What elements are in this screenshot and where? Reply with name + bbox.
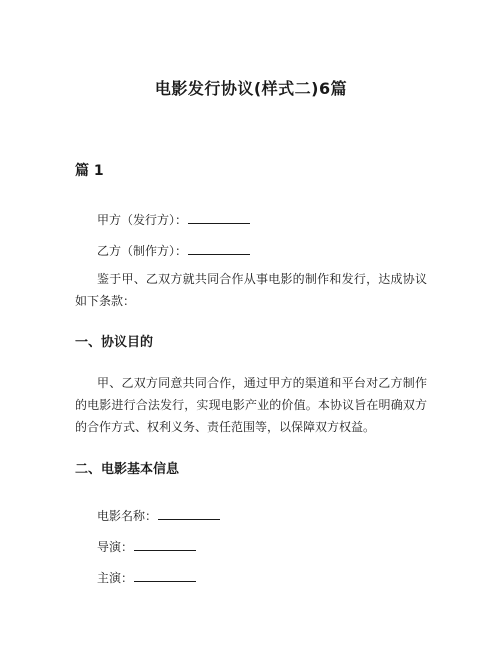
section1-paragraph: 甲、乙双方同意共同合作，通过甲方的渠道和平台对乙方制作的电影进行合法发行，实现电影产业的价值。本协议旨在明确双方的合作方式、权利义务、责任范围等，以保障双方权益。: [75, 376, 427, 434]
part-heading: 篇 1: [75, 163, 104, 179]
party-b-label: 乙方（制作方）：: [97, 244, 188, 258]
party-a-line: [97, 211, 250, 228]
party-b-blank: [188, 242, 250, 255]
lead-actor-label: 主演：: [97, 571, 134, 585]
director-label: 导演：: [97, 540, 134, 554]
film-name-blank: [158, 507, 220, 520]
party-a-label: 甲方（发行方）：: [97, 213, 188, 227]
lead-actor-blank: [134, 569, 196, 582]
party-a-blank: [188, 211, 250, 224]
section1-heading: 一、协议目的: [75, 335, 154, 350]
film-name-line: [97, 507, 220, 524]
section2-heading: 二、电影基本信息: [75, 462, 180, 477]
document-title: 电影发行协议(样式二)6篇: [154, 79, 348, 98]
lead-actor-line: [97, 569, 196, 586]
intro-paragraph: 鉴于甲、乙双方就共同合作从事电影的制作和发行，达成协议如下条款：: [75, 272, 427, 308]
film-name-label: 电影名称：: [97, 509, 158, 523]
director-blank: [134, 538, 196, 551]
party-b-line: [97, 242, 250, 259]
director-line: [97, 538, 196, 555]
